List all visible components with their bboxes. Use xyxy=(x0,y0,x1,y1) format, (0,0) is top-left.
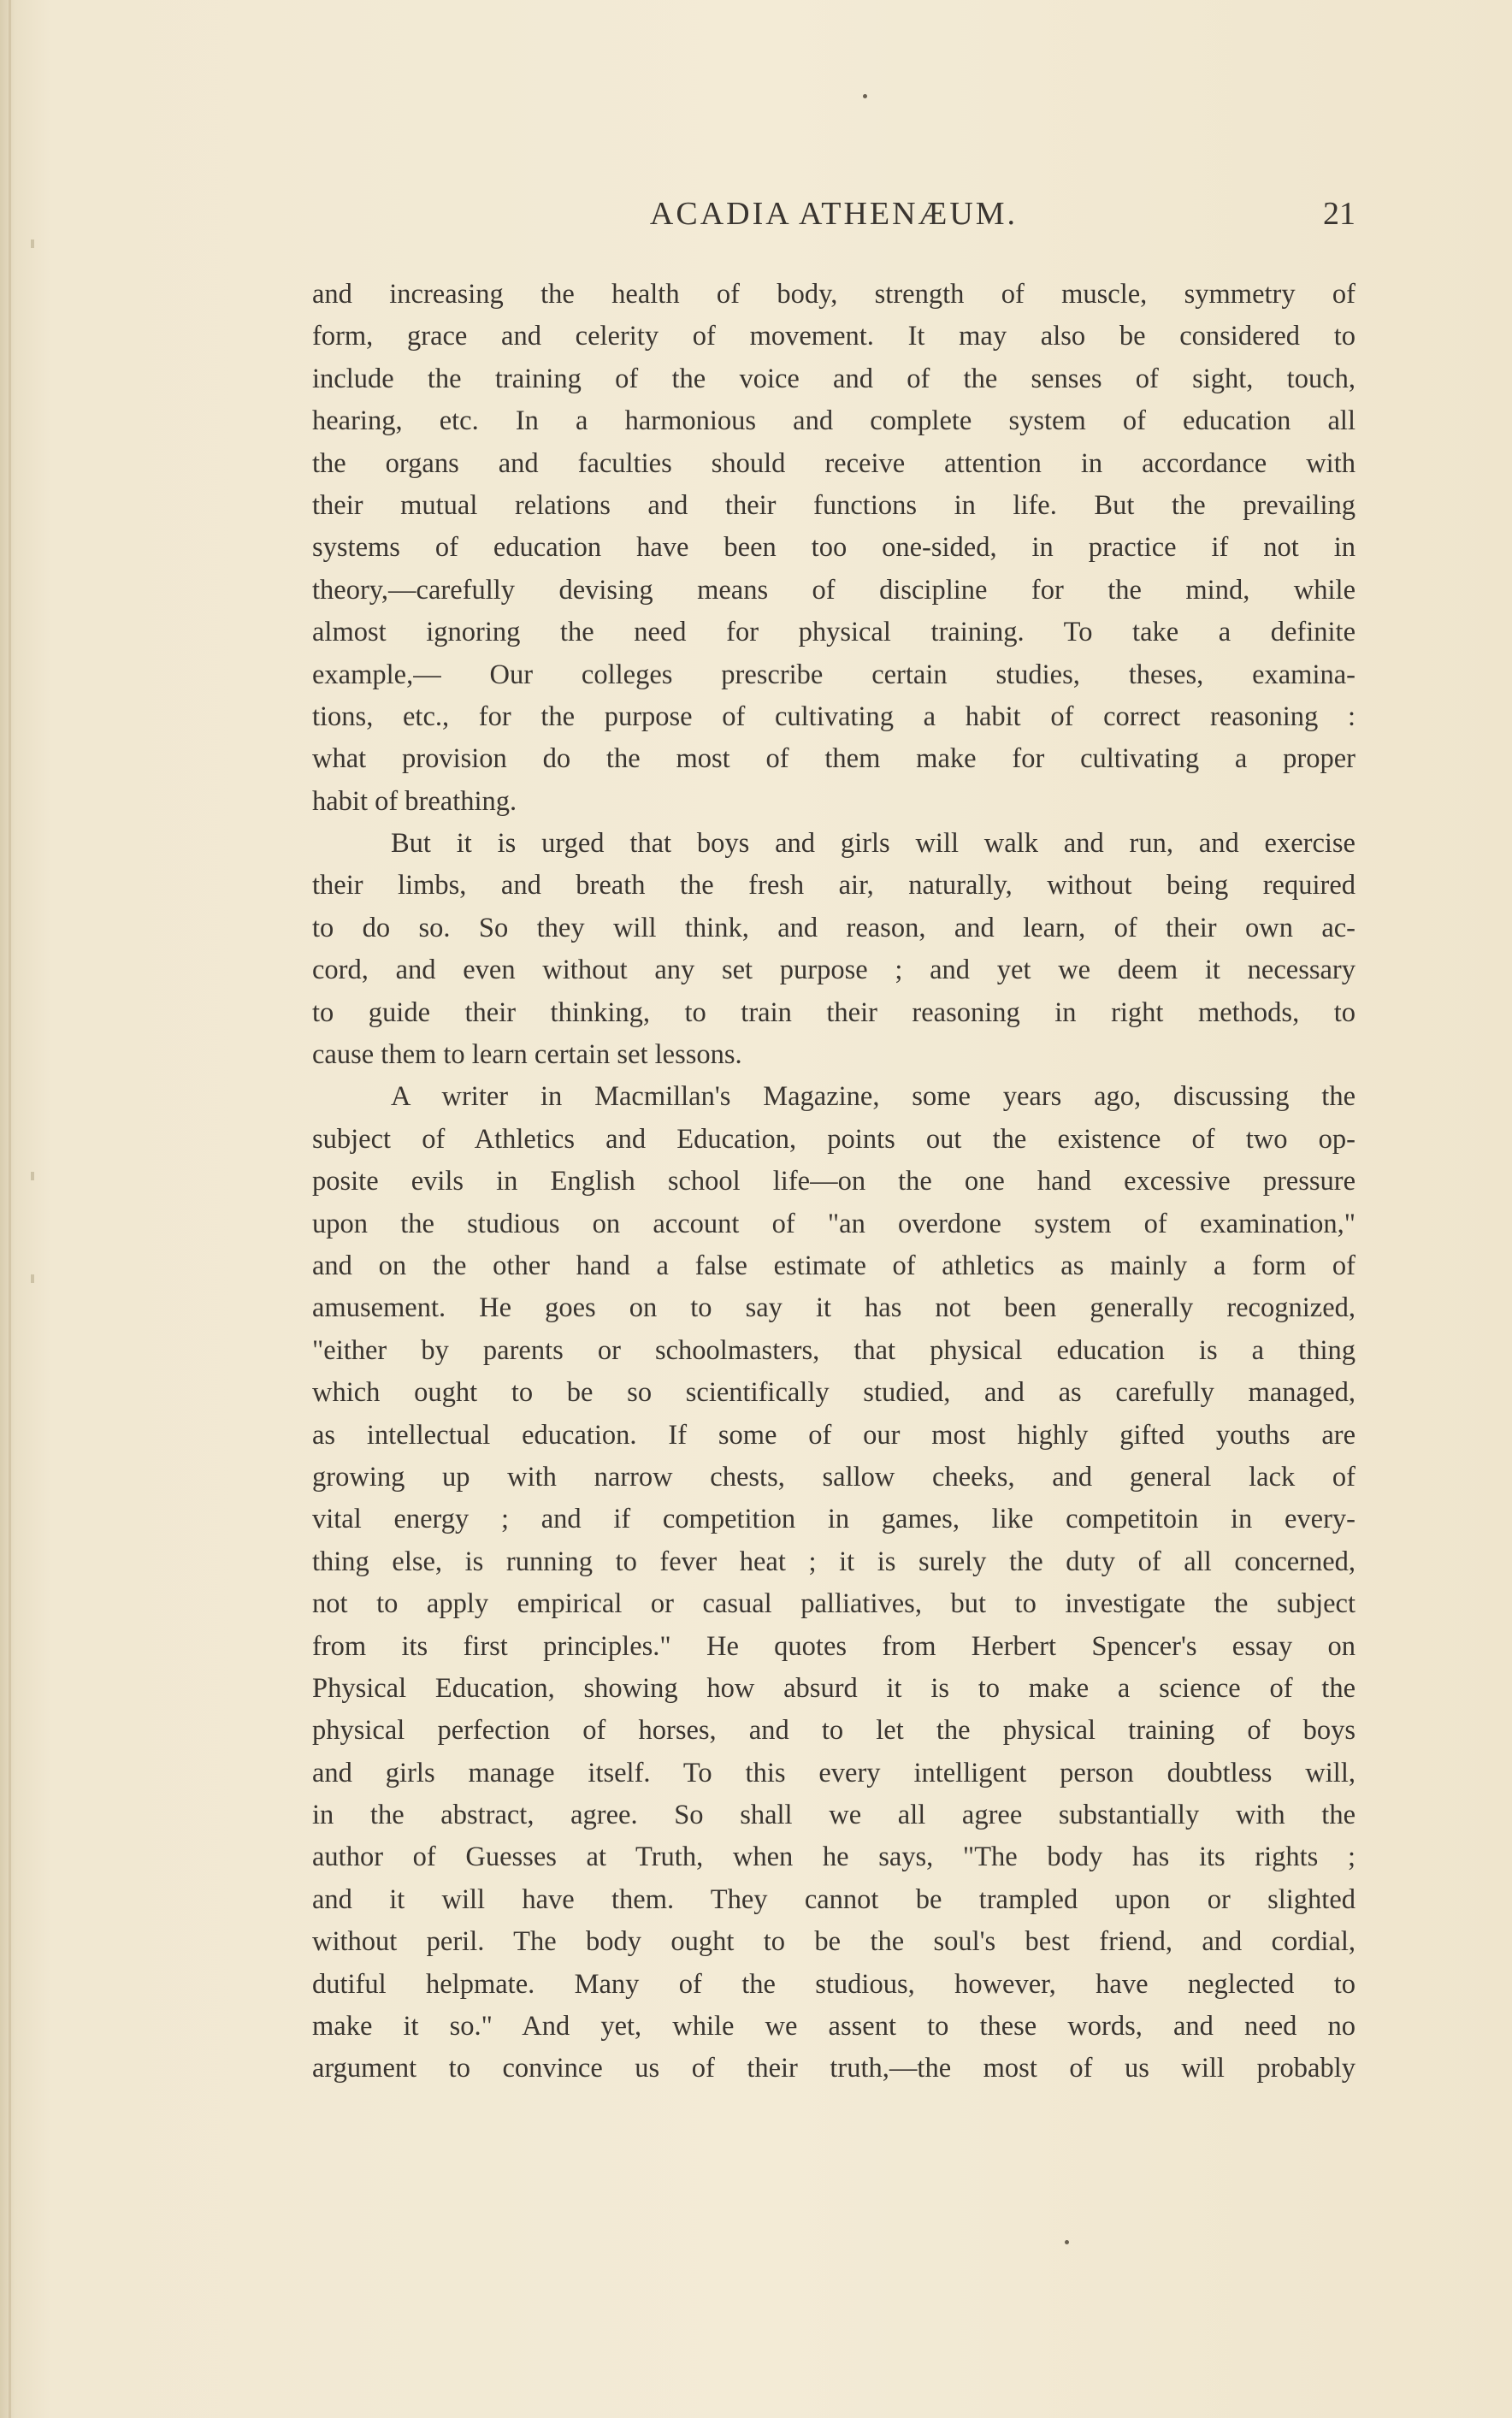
text-line: cause them to learn certain set lessons. xyxy=(312,1039,742,1071)
text-line: dutiful helpmate. Many of the studious, however, have neglected to xyxy=(312,1968,1355,2000)
text-line: Physical Education, showing how absurd it is to make a science of the xyxy=(312,1672,1355,1704)
text-line: posite evils in English school life—on the one hand excessive pressure xyxy=(312,1166,1355,1197)
page-number: 21 xyxy=(1323,196,1355,232)
text-line: and it will have them. They cannot be trampled upon or slighted xyxy=(312,1883,1355,1915)
text-line: to do so. So they will think, and reason, and learn, of their own ac- xyxy=(312,912,1355,943)
text-line: amusement. He goes on to say it has not been generally recognized, xyxy=(312,1292,1355,1324)
text-line: upon the studious on account of "an overdone system of examination," xyxy=(312,1208,1355,1239)
text-line: from its first principles." He quotes from Herbert Spencer's essay on xyxy=(312,1630,1355,1662)
text-line: habit of breathing. xyxy=(312,785,517,817)
text-line: A writer in Macmillan's Magazine, some years ago, discussing the xyxy=(391,1081,1355,1113)
text-line: example,— Our colleges prescribe certain studies, theses, examina- xyxy=(312,659,1355,690)
paper-mark xyxy=(31,1172,34,1180)
text-line: systems of education have been too one-sided, in practice if not in xyxy=(312,532,1355,564)
text-line: hearing, etc. In a harmonious and complete system of education all xyxy=(312,405,1355,437)
binding-edge xyxy=(9,0,11,2418)
text-line: make it so." And yet, while we assent to these words, and need no xyxy=(312,2011,1355,2043)
text-line: subject of Athletics and Education, points out the existence of two op- xyxy=(312,1123,1355,1155)
text-line: "either by parents or schoolmasters, that physical education is a thing xyxy=(312,1334,1355,1366)
text-line: as intellectual education. If some of our most highly gifted youths are xyxy=(312,1419,1355,1451)
ink-speck xyxy=(863,94,867,98)
text-line: to guide their thinking, to train their reasoning in right methods, to xyxy=(312,996,1355,1028)
text-line: growing up with narrow chests, sallow cheeks, and general lack of xyxy=(312,1461,1355,1493)
text-line: what provision do the most of them make for cultivating a proper xyxy=(312,743,1355,775)
text-line: and increasing the health of body, strength of muscle, symmetry of xyxy=(312,279,1355,310)
text-line: theory,—carefully devising means of discipline for the mind, while xyxy=(312,574,1355,606)
text-line: their limbs, and breath the fresh air, naturally, without being required xyxy=(312,870,1355,902)
text-line: argument to convince us of their truth,—the most of us will probably xyxy=(312,2053,1355,2084)
text-line: which ought to be so scientifically studied, and as carefully managed, xyxy=(312,1377,1355,1409)
running-title: ACADIA ATHENÆUM. xyxy=(649,196,1019,232)
text-line: But it is urged that boys and girls will walk and run, and exercise xyxy=(391,828,1355,860)
text-line: without peril. The body ought to be the soul's best friend, and cordial, xyxy=(312,1926,1355,1958)
paper-mark xyxy=(31,239,34,248)
text-line: their mutual relations and their functions in life. But the prevailing xyxy=(312,489,1355,521)
text-line: physical perfection of horses, and to let the physical training of boys xyxy=(312,1715,1355,1747)
text-line: and on the other hand a false estimate of athletics as mainly a form of xyxy=(312,1250,1355,1281)
article-body xyxy=(312,274,1355,2090)
text-line: in the abstract, agree. So shall we all agree substantially with the xyxy=(312,1800,1355,1831)
text-line: tions, etc., for the purpose of cultivating a habit of correct reasoning : xyxy=(312,701,1355,732)
text-line: almost ignoring the need for physical training. To take a definite xyxy=(312,617,1355,648)
page-header xyxy=(312,195,1355,246)
text-line: thing else, is running to fever heat ; it is surely the duty of all concerned, xyxy=(312,1546,1355,1577)
text-line: vital energy ; and if competition in games, like competitoin in every- xyxy=(312,1504,1355,1535)
text-line: include the training of the voice and of the senses of sight, touch, xyxy=(312,363,1355,394)
text-line: form, grace and celerity of movement. It may also be considered to xyxy=(312,321,1355,352)
text-line: not to apply empirical or casual palliatives, but to investigate the subject xyxy=(312,1588,1355,1620)
text-line: and girls manage itself. To this every intelligent person doubtless will, xyxy=(312,1757,1355,1788)
text-line: author of Guesses at Truth, when he says, "The body has its rights ; xyxy=(312,1842,1355,1873)
text-line: the organs and faculties should receive attention in accordance with xyxy=(312,447,1355,479)
paper-mark xyxy=(31,1274,34,1283)
text-line: cord, and even without any set purpose ; and yet we deem it necessary xyxy=(312,955,1355,986)
ink-speck xyxy=(1065,2240,1069,2244)
